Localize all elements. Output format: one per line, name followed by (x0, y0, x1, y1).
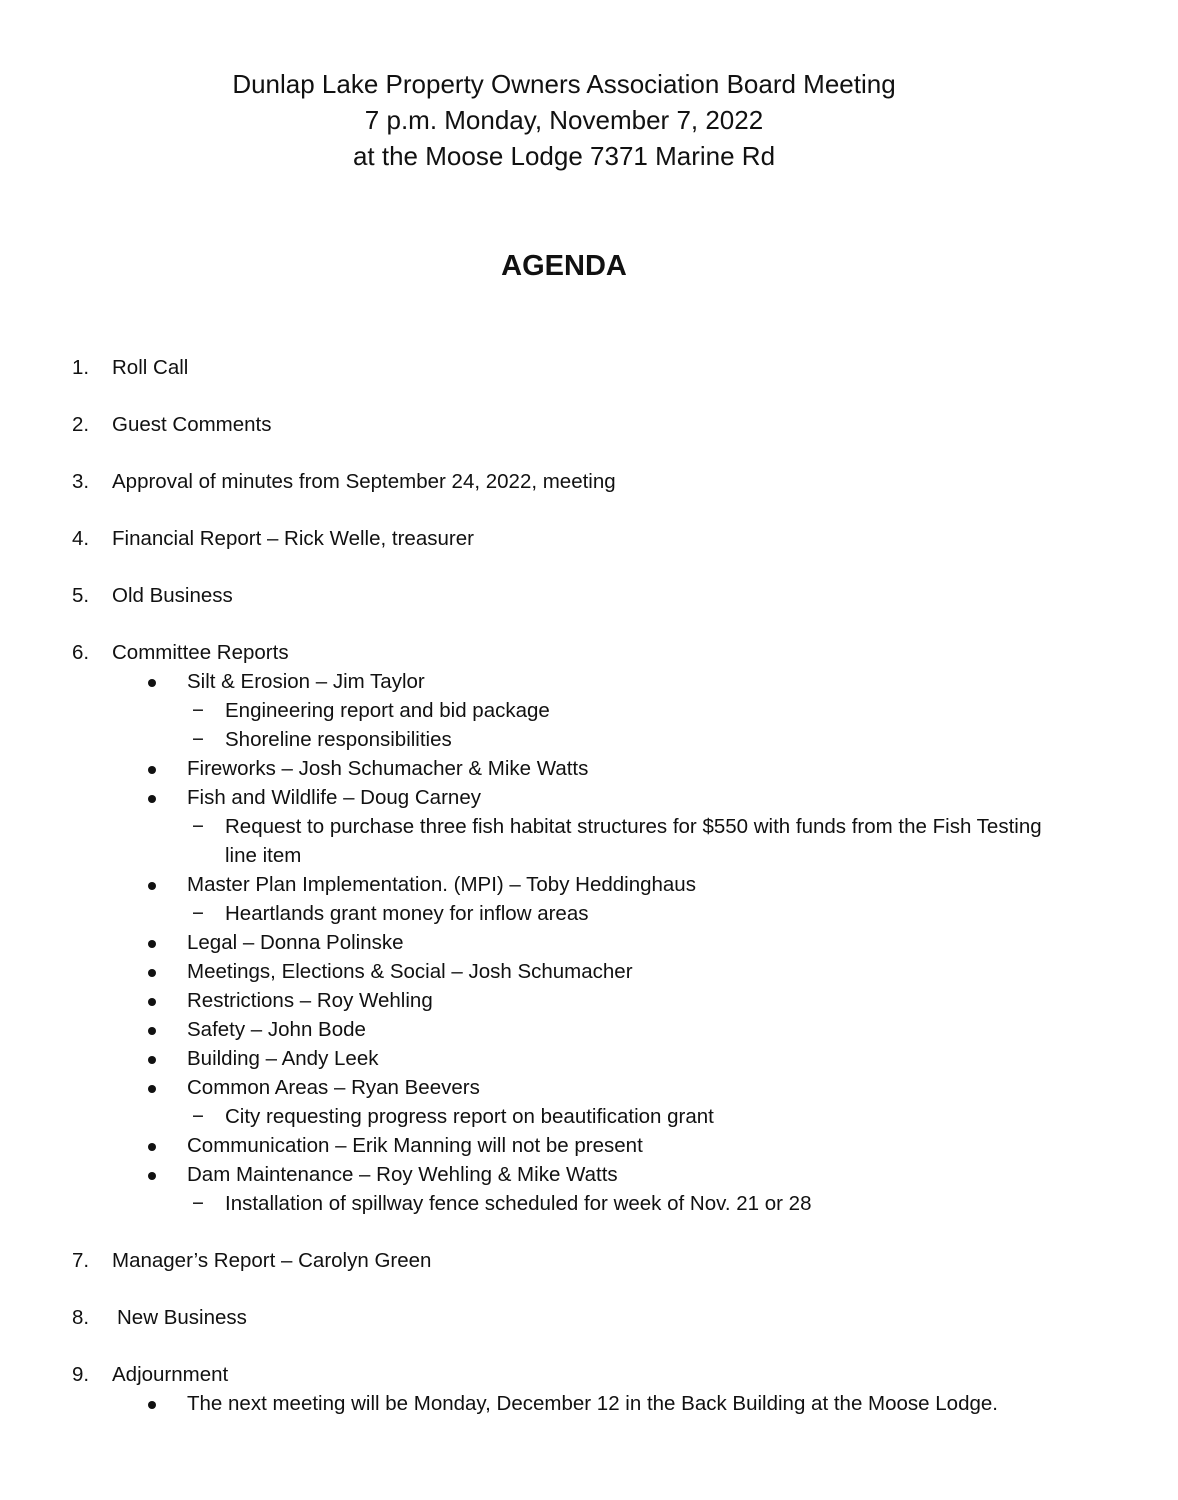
agenda-item-number: 8. (72, 1306, 90, 1329)
bullet-text: Fireworks – Josh Schumacher & Mike Watts (187, 757, 589, 780)
agenda-item-number: 6. (72, 641, 90, 664)
bullet-dot-icon (148, 1027, 156, 1035)
bullet-dot-icon (148, 998, 156, 1006)
agenda-item-number: 7. (72, 1249, 90, 1272)
bullet-text: Communication – Erik Manning will not be present (187, 1134, 643, 1157)
dash-icon: − (192, 699, 204, 722)
agenda-list (0, 353, 1178, 1418)
agenda-item-old-business (0, 581, 1178, 610)
dash-icon: − (192, 1105, 204, 1128)
bullet-text: Building – Andy Leek (187, 1047, 379, 1070)
dash-icon: − (192, 902, 204, 925)
agenda-heading: AGENDA (501, 250, 627, 282)
sub-bullet-text: Installation of spillway fence scheduled for week of Nov. 21 or 28 (225, 1192, 812, 1215)
sub-bullet-text: Request to purchase three fish habitat structures for $550 with funds from the Fish Testing line item (225, 815, 1042, 867)
agenda-item-number: 2. (72, 413, 90, 436)
bullet-text: Restrictions – Roy Wehling (187, 989, 433, 1012)
agenda-item-number: 1. (72, 356, 90, 379)
bullet-text: Legal – Donna Polinske (187, 931, 404, 954)
agenda-item-text: Financial Report – Rick Welle, treasurer (112, 527, 474, 550)
bullet-dot-icon (148, 969, 156, 977)
bullet-list (112, 1389, 1178, 1418)
agenda-item-number: 9. (72, 1363, 90, 1386)
agenda-item-text: Manager’s Report – Carolyn Green (112, 1249, 432, 1272)
agenda-item-financial-report (0, 524, 1178, 553)
agenda-item-committee-reports (0, 638, 1178, 1218)
bullet-dot-icon (148, 766, 156, 774)
bullet-dot-icon (148, 1143, 156, 1151)
bullet-text: Common Areas – Ryan Beevers (187, 1076, 480, 1099)
agenda-item-text: Guest Comments (112, 413, 272, 436)
sub-bullet-text: Heartlands grant money for inflow areas (225, 902, 589, 925)
bullet-dot-icon (148, 1056, 156, 1064)
sub-bullet-item (112, 1189, 1178, 1218)
meeting-title: Dunlap Lake Property Owners Association Board Meeting (232, 69, 896, 99)
bullet-item (112, 783, 1178, 812)
bullet-text: The next meeting will be Monday, December 12 in the Back Building at the Moose Lodge. (187, 1392, 998, 1415)
bullet-item (112, 667, 1178, 696)
meeting-datetime: 7 p.m. Monday, November 7, 2022 (364, 105, 764, 135)
bullet-text: Silt & Erosion – Jim Taylor (187, 670, 425, 693)
bullet-item (112, 754, 1178, 783)
bullet-dot-icon (148, 679, 156, 687)
agenda-item-number: 3. (72, 470, 90, 493)
bullet-item (112, 1131, 1178, 1160)
agenda-item-number: 4. (72, 527, 90, 550)
bullet-item (112, 1160, 1178, 1189)
meeting-location: at the Moose Lodge 7371 Marine Rd (352, 141, 776, 171)
sub-bullet-item (112, 725, 1178, 754)
bullet-item (112, 1044, 1178, 1073)
bullet-text: Master Plan Implementation. (MPI) – Toby Heddinghaus (187, 873, 696, 896)
agenda-item-text: Approval of minutes from September 24, 2022, meeting (112, 470, 616, 493)
document-header (0, 66, 1128, 174)
bullet-dot-icon (148, 1401, 156, 1409)
bullet-item (112, 1389, 1178, 1418)
agenda-item-number: 5. (72, 584, 90, 607)
agenda-item-managers-report (0, 1246, 1178, 1275)
agenda-item-text: Committee Reports (112, 641, 289, 664)
agenda-item-text: Adjournment (112, 1363, 229, 1386)
sub-bullet-item (112, 696, 1178, 725)
bullet-dot-icon (148, 1085, 156, 1093)
sub-bullet-item (112, 899, 1178, 928)
bullet-dot-icon (148, 1172, 156, 1180)
bullet-item (112, 870, 1178, 899)
sub-bullet-text: Engineering report and bid package (225, 699, 550, 722)
agenda-item-minutes-approval (0, 467, 1178, 496)
bullet-dot-icon (148, 882, 156, 890)
bullet-item (112, 1073, 1178, 1102)
agenda-item-guest-comments (0, 410, 1178, 439)
sub-bullet-item (112, 812, 1178, 870)
agenda-item-text: New Business (117, 1306, 247, 1329)
dash-icon: − (192, 1192, 204, 1215)
bullet-text: Fish and Wildlife – Doug Carney (187, 786, 481, 809)
bullet-dot-icon (148, 795, 156, 803)
agenda-item-roll-call (0, 353, 1178, 382)
agenda-item-text: Old Business (112, 584, 233, 607)
sub-bullet-text: City requesting progress report on beautification grant (225, 1105, 714, 1128)
bullet-dot-icon (148, 940, 156, 948)
agenda-item-text: Roll Call (112, 356, 189, 379)
bullet-text: Meetings, Elections & Social – Josh Schumacher (187, 960, 633, 983)
bullet-item (112, 986, 1178, 1015)
sub-bullet-item (112, 1102, 1178, 1131)
bullet-text: Dam Maintenance – Roy Wehling & Mike Watts (187, 1163, 618, 1186)
bullet-list (112, 667, 1178, 1218)
bullet-text: Safety – John Bode (187, 1018, 366, 1041)
dash-icon: − (192, 728, 204, 751)
bullet-item (112, 928, 1178, 957)
agenda-item-adjournment (0, 1360, 1178, 1418)
dash-icon: − (192, 815, 204, 838)
sub-bullet-text: Shoreline responsibilities (225, 728, 452, 751)
agenda-item-new-business (0, 1303, 1178, 1332)
bullet-item (112, 957, 1178, 986)
bullet-item (112, 1015, 1178, 1044)
